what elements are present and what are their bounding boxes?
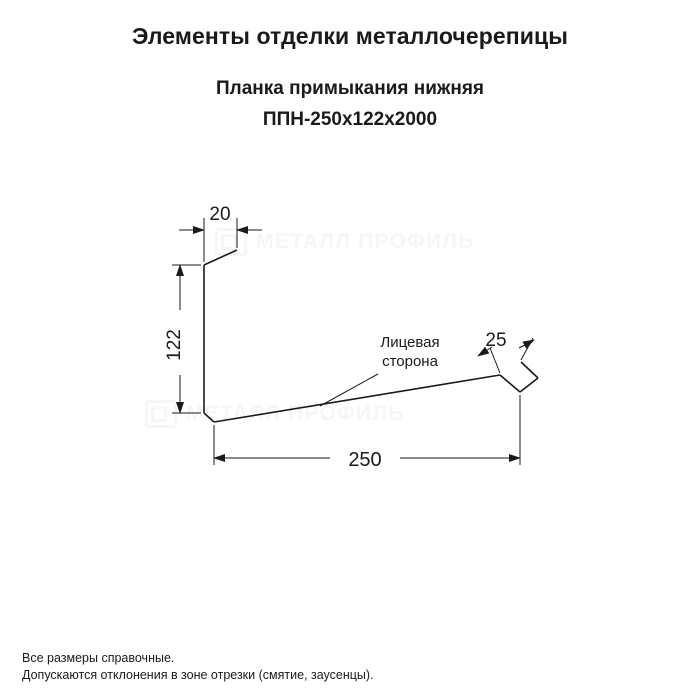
face-side-leader [320, 374, 378, 406]
face-side-label-line2: сторона [382, 353, 438, 370]
footnote-line-1: Все размеры справочные. [22, 651, 175, 665]
page-title: Элементы отделки металлочерепицы [131, 23, 568, 49]
footnote-line-2: Допускаются отклонения в зоне отрезки (смятие, заусенцы). [22, 668, 374, 682]
face-side-label-line1: Лицевая [380, 334, 440, 351]
dimension-label-250: 250 [348, 449, 382, 471]
watermark-text: МЕТАЛЛ ПРОФИЛЬ [256, 230, 475, 253]
dimension-label-122: 122 [164, 329, 185, 361]
watermark-text: МЕТАЛЛ ПРОФИЛЬ [186, 402, 405, 425]
technical-drawing [0, 170, 700, 510]
product-code: ППН-250х122х2000 [262, 109, 438, 130]
dimension-label-25: 25 [485, 330, 507, 351]
footnotes [22, 650, 374, 684]
dimension-label-20: 20 [209, 204, 231, 225]
product-name: Планка примыкания нижняя [215, 78, 485, 99]
title-block [0, 22, 700, 132]
